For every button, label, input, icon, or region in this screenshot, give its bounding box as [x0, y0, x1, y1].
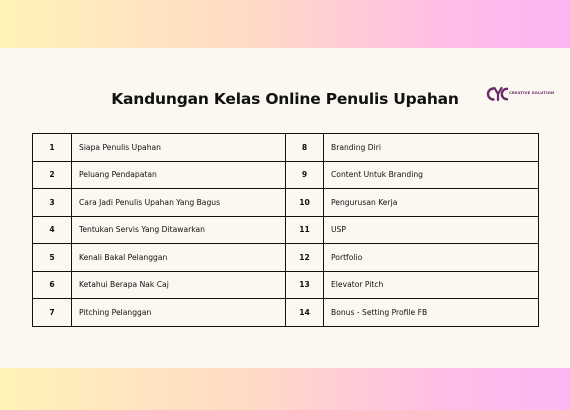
item-number: 4 [33, 216, 72, 244]
item-title: Pitching Pelanggan [72, 299, 286, 327]
table-row [33, 244, 539, 272]
item-number: 12 [286, 244, 324, 272]
item-title: Cara Jadi Penulis Upahan Yang Bagus [72, 189, 286, 217]
table-row [33, 189, 539, 217]
item-title: Elevator Pitch [324, 271, 539, 299]
item-number: 6 [33, 271, 72, 299]
item-title: Portfolio [324, 244, 539, 272]
item-number: 5 [33, 244, 72, 272]
item-title: Branding Diri [324, 134, 539, 162]
item-number: 13 [286, 271, 324, 299]
item-number: 7 [33, 299, 72, 327]
item-title: Content Untuk Branding [324, 161, 539, 189]
table-row [33, 134, 539, 162]
table-row [33, 271, 539, 299]
item-number: 11 [286, 216, 324, 244]
item-number: 1 [33, 134, 72, 162]
item-number: 14 [286, 299, 324, 327]
table-row [33, 216, 539, 244]
item-title: Ketahui Berapa Nak Caj [72, 271, 286, 299]
page-title: Kandungan Kelas Online Penulis Upahan [111, 90, 459, 108]
top-gradient-band [0, 0, 570, 48]
table-row [33, 299, 539, 327]
item-number: 9 [286, 161, 324, 189]
item-title: Peluang Pendapatan [72, 161, 286, 189]
item-title: Bonus - Setting Profile FB [324, 299, 539, 327]
item-number: 8 [286, 134, 324, 162]
item-number: 10 [286, 189, 324, 217]
item-title: Pengurusan Kerja [324, 189, 539, 217]
bottom-gradient-band [0, 368, 570, 410]
item-title: Tentukan Servis Yang Ditawarkan [72, 216, 286, 244]
item-number: 3 [33, 189, 72, 217]
item-title: Kenali Bakal Pelanggan [72, 244, 286, 272]
item-title: Siapa Penulis Upahan [72, 134, 286, 162]
syllabus-table [32, 133, 539, 327]
item-title: USP [324, 216, 539, 244]
item-number: 2 [33, 161, 72, 189]
table-row [33, 161, 539, 189]
logo-caption: CREATIVE SOLUTION [509, 90, 555, 95]
